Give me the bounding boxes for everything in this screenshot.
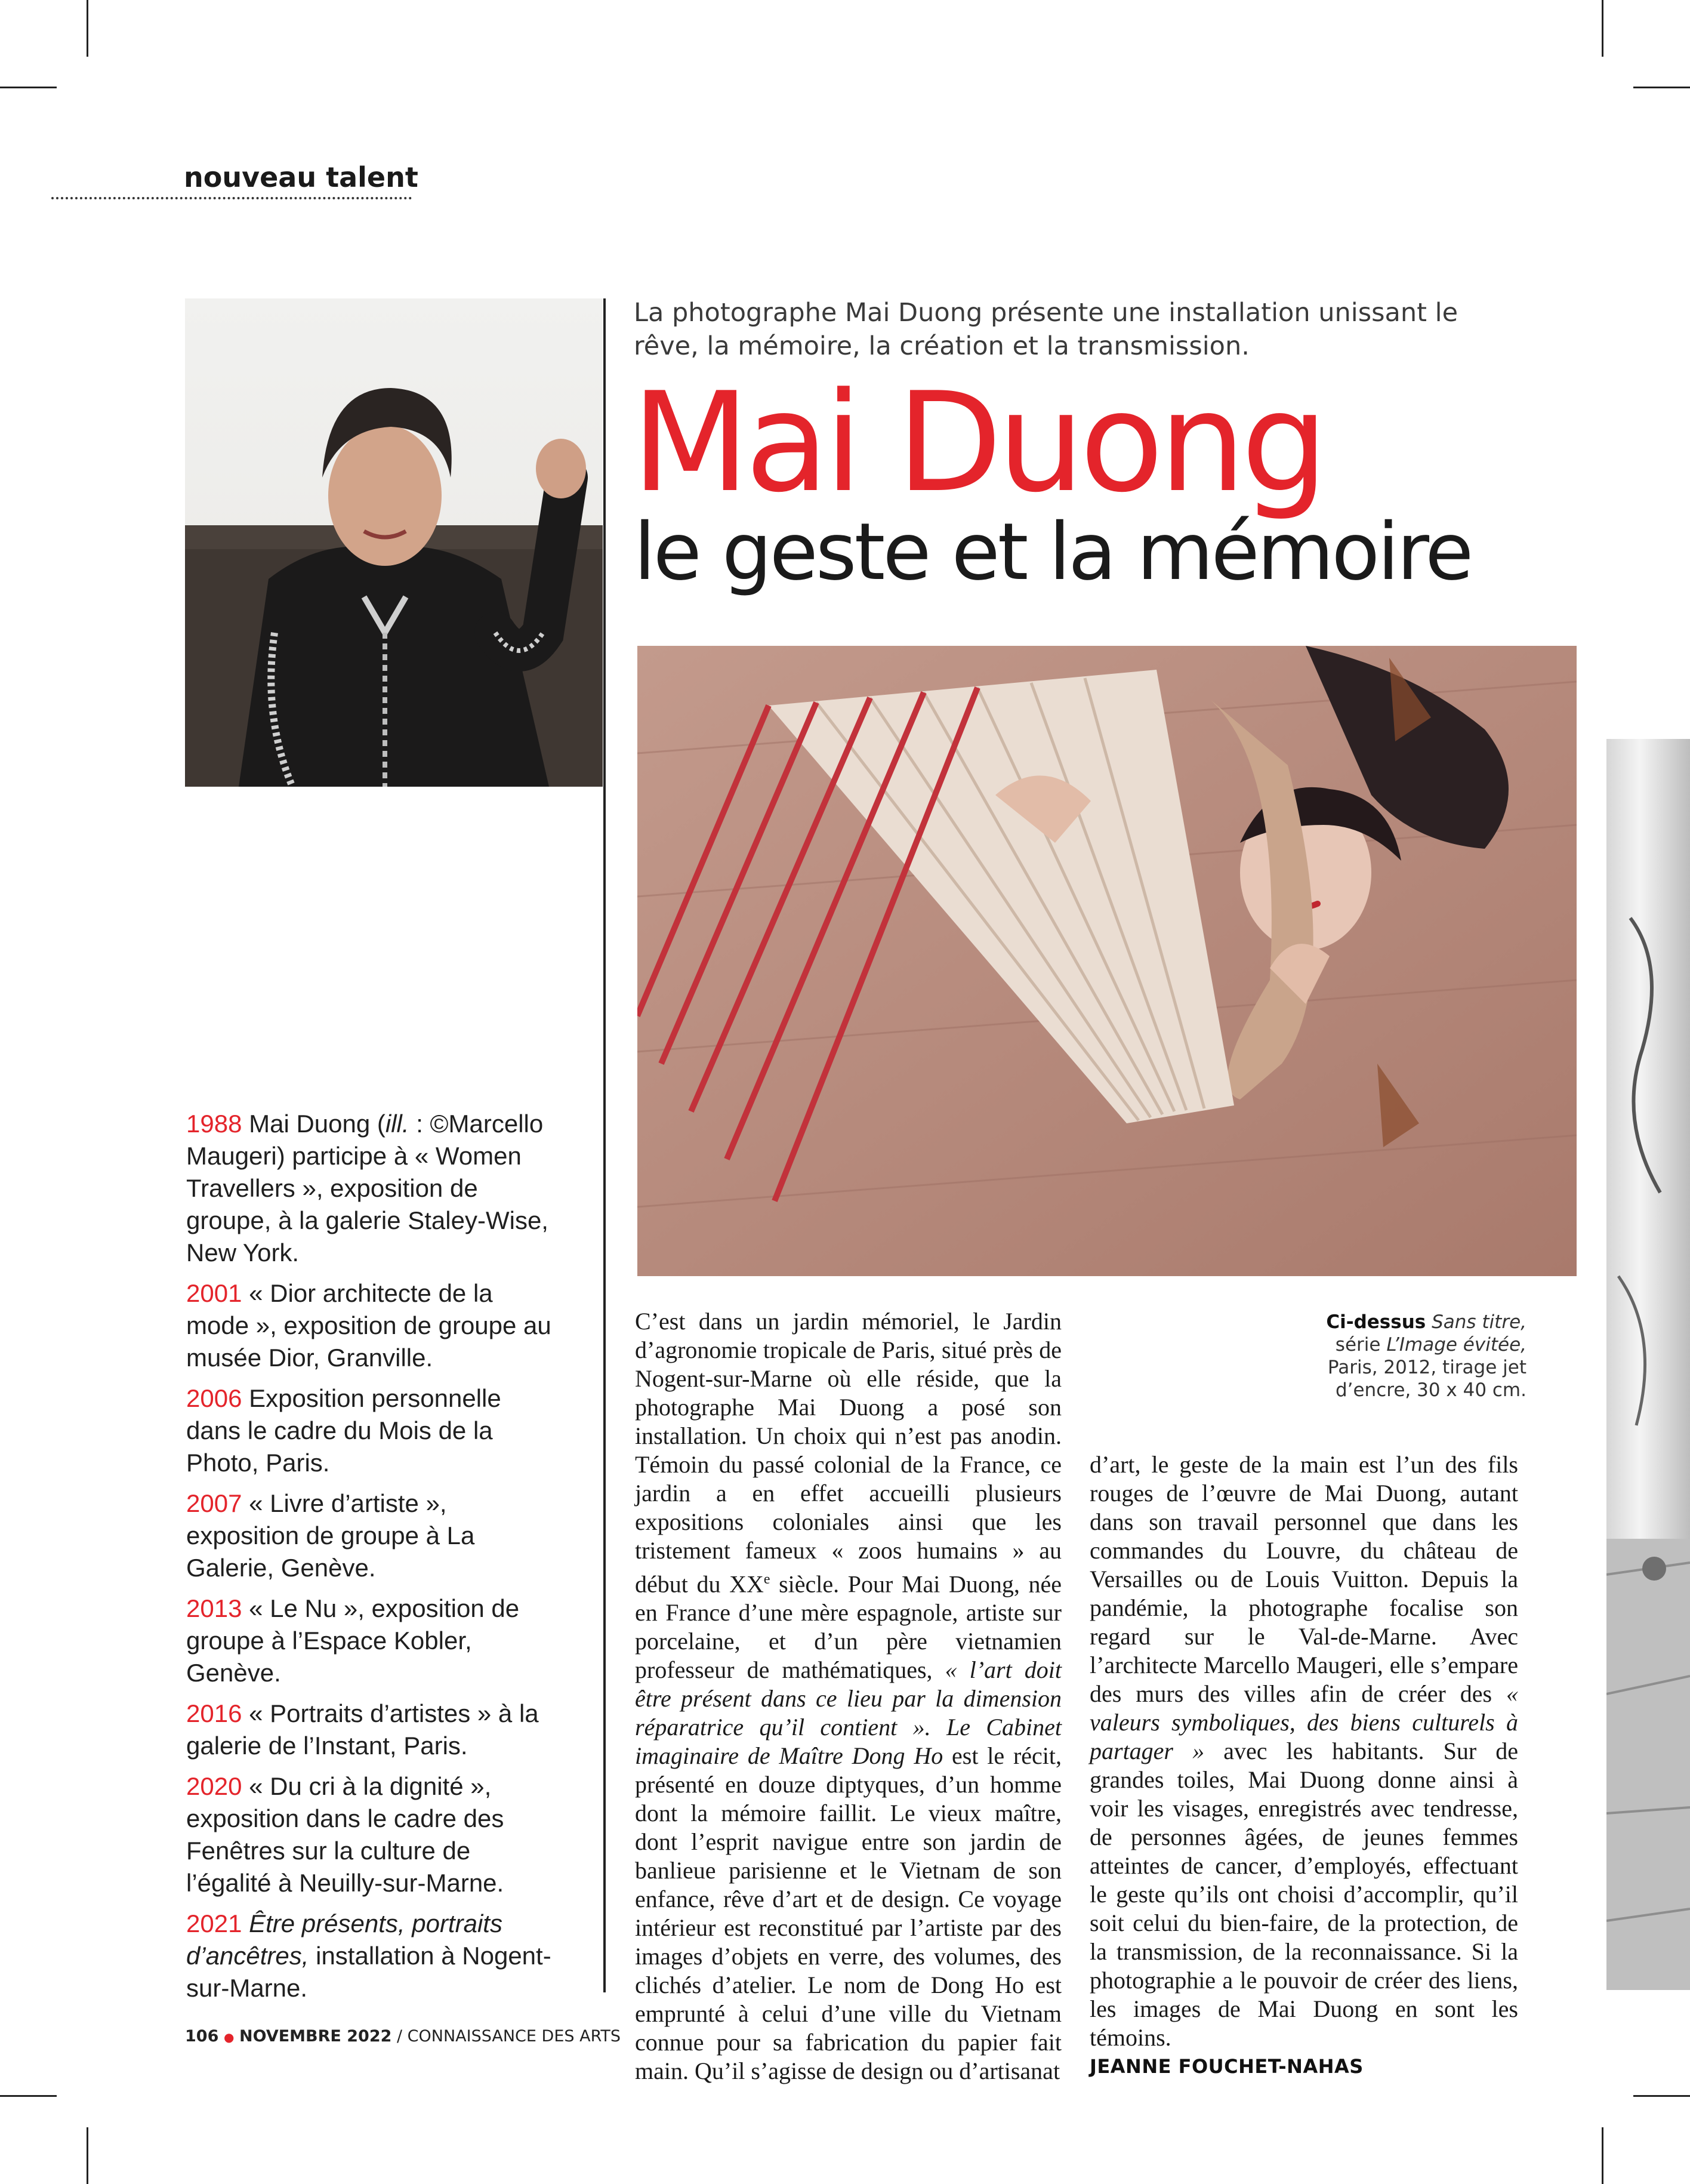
crop-mark xyxy=(87,0,88,57)
crop-mark xyxy=(1602,0,1603,57)
timeline-entry: 2020 « Du cri à la dignité », exposition dans le cadre des Fenêtres sur la culture de l’égalité à Neuilly-sur-Marne. xyxy=(186,1772,504,1897)
article-subtitle: le geste et la mémoire xyxy=(634,506,1472,598)
author-byline: JEANNE FOUCHET-NAHAS xyxy=(1090,2055,1364,2078)
crop-mark xyxy=(87,2127,88,2184)
timeline-entry: 1988 Mai Duong (ill. : ©Marcello Maugeri) participe à « Women Travellers », exposition de groupe, à la galerie Staley-Wise, New York. xyxy=(186,1110,548,1267)
portrait-illustration xyxy=(185,298,603,787)
photo-caption: Ci-dessus Sans titre, série L’Image évitée, Paris, 2012, tirage jet d’encre, 30 x 40 cm. xyxy=(1326,1311,1526,1401)
timeline-entry: 2013 « Le Nu », exposition de groupe à l’Espace Kobler, Genève. xyxy=(186,1594,520,1687)
adjacent-page-strip xyxy=(1606,739,1690,1990)
timeline-entry: 2006 Exposition personnelle dans le cadre du Mois de la Photo, Paris. xyxy=(186,1384,501,1477)
crop-mark xyxy=(1602,2127,1603,2184)
timeline-entry: 2021 Être présents, portraits d’ancêtres, installation à Nogent-sur-Marne. xyxy=(186,1909,551,2002)
body-column-2: d’art, le geste de la main est l’un des fils rouges de l’œuvre de Mai Duong, autant dans son travail personnel que dans les commandes du Louvre, du château de Versailles ou de Louis Vuitton. Depuis la pandémie, la photographe focalise son regard sur le Val-de-Marne. Avec l’architecte Marcello Maugeri, elle s’empare des murs des villes afin de créer des « valeurs symboliques, des biens culturels à partager » avec les habitants. Sur de grandes toiles, Mai Duong donne ainsi à voir les visages, enregistrés avec tendresse, de personnes âgées, de jeunes femmes atteintes de cancer, d’employés, effectuant le geste qu’ils ont choisi d’accomplir, qu’il soit celui du bien-faire, de la protection, de la transmission, de la reconnaissance. Si la photographie a le pouvoir de créer des liens, les images de Mai Duong en sont les témoins. JEANNE FOUCHET-NAHAS xyxy=(1090,1450,1518,2081)
crop-mark xyxy=(1633,2095,1690,2097)
column-divider xyxy=(603,298,606,1992)
page-number: 106 xyxy=(185,2027,219,2046)
article-title: Mai Duong xyxy=(631,364,1324,523)
biography-timeline xyxy=(186,1108,556,2013)
timeline-entry: 2016 « Portraits d’artistes » à la galerie de l’Instant, Paris. xyxy=(186,1699,539,1760)
main-artwork-photo xyxy=(637,646,1577,1276)
portrait-photo xyxy=(185,298,603,787)
crop-mark xyxy=(0,87,57,88)
lead-paragraph: La photographe Mai Duong présente une installation unissant le rêve, la mémoire, la création et la transmission. xyxy=(634,298,1458,361)
timeline-entry: 2001 « Dior architecte de la mode », exposition de groupe au musée Dior, Granville. xyxy=(186,1279,551,1372)
rubric-dotted-rule xyxy=(51,197,412,199)
crop-mark xyxy=(0,2095,57,2097)
page-footer xyxy=(185,2027,621,2046)
footer-bullet: ● xyxy=(223,2030,235,2044)
body-column-1: C’est dans un jardin mémoriel, le Jardin d’agronomie tropicale de Paris, situé près de Nogent-sur-Marne où elle réside, que la photographe Mai Duong a posé son installation. Un choix qui n’est pas anodin. Témoin du passé colonial de la France, ce jardin a en effet accueilli plusieurs expositions coloniales ainsi que les tristement fameux « zoos humains » au début du XXe siècle. Pour Mai Duong, née en France d’une mère espagnole, artiste sur porcelaine, et d’un père vietnamien professeur de mathématiques, « l’art doit être présent dans ce lieu par la dimension réparatrice qu’il contient ». Le Cabinet imaginaire de Maître Dong Ho est le récit, présenté en douze diptyques, d’un homme dont la mémoire faillit. Le vieux maître, dont l’esprit navigue entre son jardin de banlieue parisienne et le Vietnam de son enfance, rêve d’art et de design. Ce voyage intérieur est reconstitué par l’artiste par des images d’objets en verre, des volumes, des clichés d’atelier. Le nom de Dong Ho est emprunté à celui d’une ville du Vietnam connue pour sa fabrication du papier fait main. Qu’il s’agisse de design ou d’artisanat xyxy=(635,1308,1062,2085)
issue-date: NOVEMBRE 2022 xyxy=(239,2027,392,2046)
crop-mark xyxy=(1633,87,1690,88)
timeline-entry: 2007 « Livre d’artiste », exposition de groupe à La Galerie, Genève. xyxy=(186,1489,475,1582)
artwork-illustration xyxy=(637,646,1577,1276)
adjacent-page-illustration xyxy=(1606,739,1690,1990)
publication-name: / CONNAISSANCE DES ARTS xyxy=(391,2027,621,2046)
section-rubric: nouveau talent xyxy=(184,161,418,193)
